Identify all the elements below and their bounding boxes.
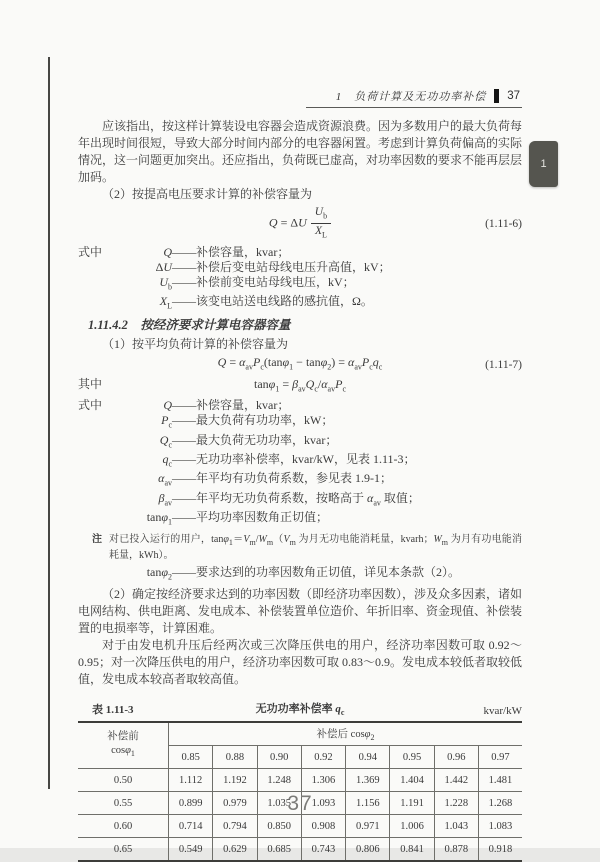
table-cell: 1.156 (346, 792, 390, 815)
table-row (78, 838, 522, 862)
symbol-term: $U_b$ (159, 274, 172, 291)
cos2-header-cell: 0.96 (434, 746, 478, 769)
item-2-voltage-intro: （2）按提高电压要求计算的补偿容量为 (102, 187, 313, 201)
symbol-description: ——补偿前变电站母线电压，kV； (172, 274, 355, 289)
symbol-description: ——最大负荷无功功率，kvar； (172, 432, 338, 447)
header-bar-glyph (494, 89, 499, 103)
table-cell: 1.006 (390, 815, 434, 838)
running-head (78, 88, 522, 108)
symbol-term: $X_L$ (159, 293, 172, 311)
equation-1-11-7-body: $Q = \alpha_{av}P_c(\tan\varphi_1 - \tan\varphi_2) = \alpha_{av}P_cq_c$ (217, 355, 383, 372)
cos2-header-cell: 0.92 (301, 746, 345, 769)
table-cell: 1.035 (257, 792, 301, 815)
symbol-term: $\beta_{av}$ (158, 490, 172, 508)
definition-row (78, 565, 522, 584)
chapter-tab-number: 1 (540, 158, 547, 170)
definition-row (78, 294, 522, 313)
table-cell: 0.971 (346, 815, 390, 838)
symbol-definitions-2 (78, 398, 522, 529)
equation-tanphi1 (78, 377, 522, 396)
table-title: 无功功率补偿率 $q_c$ (255, 702, 345, 718)
definition-row (78, 491, 522, 510)
page-content (78, 88, 522, 862)
symbol-description: ——补偿容量，kvar； (172, 398, 290, 413)
table-cell: 0.841 (390, 838, 434, 862)
fraction (311, 205, 331, 243)
symbol-term: Q (163, 398, 172, 413)
symbol-description: ——平均功率因数角正切值； (172, 510, 329, 525)
table-cell: 0.979 (213, 792, 257, 815)
table-cell: 1.306 (301, 769, 345, 792)
symbol-term: $\alpha_{av}$ (158, 471, 172, 488)
definition-row (78, 452, 522, 471)
corner-header-line2: cosφ$_1$ (111, 745, 135, 759)
running-head-rule (306, 88, 522, 108)
symbol-description: ——年平均无功负荷系数，按略高于 $\alpha_{av}$ 取值； (172, 490, 420, 508)
fraction-denominator: $X_L$ (314, 225, 327, 240)
definition-row (78, 260, 522, 275)
where-label (78, 294, 114, 313)
table-cell: 0.878 (434, 838, 478, 862)
symbol-term: $P_c$ (161, 413, 172, 430)
paragraph-economic-power-factor: （2）确定按经济要求达到的功率因数（即经济功率因数），涉及众多因素，诸如电网结构、供电距离、发电成本、补偿装置单位造价、年折旧率、资金现值、补偿装置的电损率等，计算困难。 (78, 586, 523, 635)
table-cell: 0.549 (169, 838, 213, 862)
page-spine-line (48, 57, 50, 789)
definition-row (78, 275, 522, 294)
equation-number: (1.11-6) (485, 217, 522, 230)
table-cell: 1.192 (213, 769, 257, 792)
where-label: 式中 (78, 398, 103, 413)
where-label (78, 565, 114, 584)
row-header-cos1: 0.50 (78, 769, 169, 792)
where-label (78, 491, 114, 510)
cos2-header-cell: 0.97 (478, 746, 522, 769)
item-1-average-load-intro: （1）按平均负荷计算的补偿容量为 (102, 337, 289, 352)
where-label (78, 260, 114, 275)
symbol-description: ——补偿后变电站母线电压升高值，kV； (172, 259, 391, 274)
table-caption (78, 700, 522, 717)
definition-row (78, 433, 522, 452)
note-text: 对已投入运行的用户，$\tan\varphi_1=V_m/W_m(V_m$ 为月无功电能消耗量，kvarh；$W_m$ 为月有功电能消耗量，kWh）。 (109, 533, 523, 561)
cos2-header-cell: 0.85 (169, 746, 213, 769)
equation-number: (1.11-7) (485, 359, 522, 372)
table-cell: 0.806 (346, 838, 390, 862)
equation-1-11-6-body (269, 205, 331, 243)
definition-row (78, 413, 522, 432)
definition-row (78, 245, 522, 260)
running-head-page-number: 37 (507, 90, 520, 102)
table-cell: 1.404 (390, 769, 434, 792)
table-caption-label: 表 1.11-3 (92, 704, 134, 717)
symbol-description: ——要求达到的功率因数角正切值，详见本条款（2）。 (172, 564, 461, 579)
equation-1-11-6 (78, 205, 522, 243)
where-label (78, 413, 114, 432)
table-cell: 1.268 (478, 792, 522, 815)
symbol-description: ——无功功率补偿率，kvar/kW，见表 1.11-3； (172, 451, 416, 466)
table-head (78, 722, 522, 769)
table-cell: 0.685 (257, 838, 301, 862)
note-label: 注 (92, 533, 102, 545)
table-cell: 1.191 (390, 792, 434, 815)
table-row (78, 815, 522, 838)
among-label: 其中 (78, 376, 103, 391)
row-header-cos1: 0.55 (78, 792, 169, 815)
table-cell: 0.899 (169, 792, 213, 815)
equation-lhs: Q = ΔU (268, 215, 307, 230)
symbol-term: $Q_c$ (159, 432, 172, 449)
table-cell: 1.228 (434, 792, 478, 815)
cos2-header-cell: 0.95 (390, 746, 434, 769)
where-label: 式中 (78, 244, 103, 259)
paragraph-power-factor-values: 对于由发电机升压后经两次或三次降压供电的用户，经济功率因数可取 0.92～0.95；对一次降压供电的用户，经济功率因数可取 0.83～0.9。发电成本较低者取较低值，发电成本较高者取较高值。 (78, 637, 523, 686)
symbol-description: ——年平均有功负荷系数，参见表 1.9-1； (172, 471, 392, 486)
table-cell: 1.481 (478, 769, 522, 792)
note-block (92, 533, 522, 562)
equation-1-11-7 (78, 355, 522, 374)
fraction-numerator: $U_b$ (311, 205, 331, 224)
symbol-description: ——最大负荷有功功率，kW； (172, 413, 334, 428)
table-cell: 1.442 (434, 769, 478, 792)
symbol-term: Q (163, 244, 172, 259)
where-label (78, 471, 114, 490)
table-cell: 0.714 (169, 815, 213, 838)
table-cell: 1.112 (169, 769, 213, 792)
table-cell: 0.629 (213, 838, 257, 862)
footer-page-number: 37 (287, 792, 313, 815)
table-cell: 0.908 (301, 815, 345, 838)
table-cell: 1.043 (434, 815, 478, 838)
table-cell: 1.248 (257, 769, 301, 792)
table-header-row-1 (78, 722, 522, 746)
row-header-cos1: 0.60 (78, 815, 169, 838)
table-row (78, 769, 522, 792)
symbol-term: tanφ$_2$ (146, 564, 172, 581)
table-cell: 0.743 (301, 838, 345, 862)
symbol-term: ΔU (155, 259, 172, 274)
equation-tanphi1-body: $\tan\varphi_1 = \beta_{av}Q_c/\alpha_{av}P_c$ (254, 376, 346, 394)
symbol-definitions-1 (78, 245, 522, 314)
definition-row (78, 510, 522, 529)
symbol-description: ——该变电站送电线路的感抗值，Ω。 (172, 293, 373, 308)
table-cell: 0.918 (478, 838, 522, 862)
table-cell: 1.369 (346, 769, 390, 792)
symbol-definitions-3 (78, 565, 522, 584)
cos2-header-cell: 0.90 (257, 746, 301, 769)
table-unit: kvar/kW (483, 705, 522, 718)
symbol-term: $q_c$ (162, 451, 172, 469)
running-head-chapter-title: 1 负荷计算及无功功率补偿 (335, 91, 487, 103)
definition-row (78, 471, 522, 490)
paragraph-capacitor-waste: 应该指出，按这样计算装设电容器会造成资源浪费。因为多数用户的最大负荷每年出现时间很短，导致大部分时间内部分的电容器闲置。考虑到计算负荷偏高的实际情况，这一问题更加突出。还应指出，负荷既已虚高，对功率因数的要求不能再层层加码。 (78, 119, 523, 184)
table-cell: 0.794 (213, 815, 257, 838)
corner-header-line1: 补偿前 (107, 731, 139, 743)
symbol-term: tanφ$_1$ (146, 510, 172, 527)
cos2-header-cell: 0.88 (213, 746, 257, 769)
row-header-cos1: 0.65 (78, 838, 169, 862)
chapter-thumb-tab (529, 141, 558, 187)
table-cell: 0.850 (257, 815, 301, 838)
cos2-header-cell: 0.94 (346, 746, 390, 769)
where-label (78, 452, 114, 471)
where-label (78, 275, 114, 294)
where-label (78, 433, 114, 452)
span-header-cell: 补偿后 cosφ$_2$ (169, 722, 523, 746)
where-label (78, 510, 114, 529)
table-cell: 1.083 (478, 815, 522, 838)
symbol-description: ——补偿容量，kvar； (172, 244, 290, 259)
corner-header-cell (78, 722, 169, 769)
table-cell: 1.093 (301, 792, 345, 815)
definition-row (78, 398, 522, 413)
section-heading-1-11-4-2: 1.11.4.2 按经济要求计算电容器容量 (88, 318, 291, 333)
